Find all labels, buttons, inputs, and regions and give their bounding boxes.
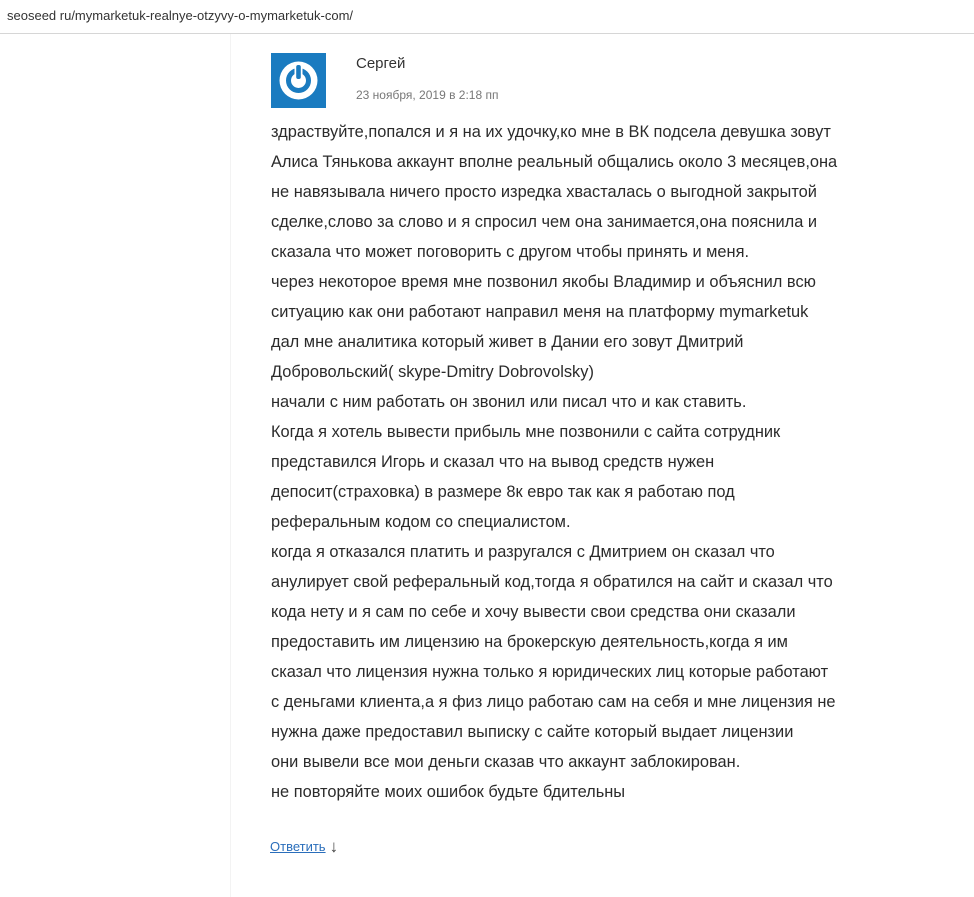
comment-line: не повторяйте моих ошибок будьте бдительны: [271, 783, 626, 801]
reply-area: [270, 836, 338, 856]
comment-line: когда я отказался платить и разругался с Дмитрием он сказал что: [271, 543, 775, 561]
power-icon: [271, 53, 326, 108]
comment-line: дал мне аналитика который живет в Дании его зовут Дмитрий: [271, 333, 744, 351]
comment-line: через некоторое время мне позвонил якобы Владимир и объяснил всю: [271, 273, 816, 291]
comment-line: начали с ним работать он звонил или писал что и как ставить.: [271, 393, 747, 411]
arrow-down-icon: ↓: [329, 837, 339, 856]
comment-line: сделке,слово за слово и я спросил чем она занимается,она пояснила и: [271, 213, 818, 231]
comment-author: Сергей: [356, 55, 406, 72]
comment-line: реферальным кодом со специалистом.: [271, 513, 571, 531]
comment-line: Добровольский( skype-Dmitry Dobrovolsky): [271, 363, 594, 381]
comment-line: представился Игорь и сказал что на вывод средств нужен: [271, 453, 715, 471]
comment-line: они вывели все мои деньги сказав что аккаунт заблокирован.: [271, 753, 741, 771]
address-bar[interactable]: [0, 0, 974, 34]
comment-line: анулирует свой реферальный код,тогда я обратился на сайт и сказал что: [271, 573, 833, 591]
comment-body: [271, 117, 961, 807]
comment-line: Алиса Тянькова аккаунт вполне реальный общались около 3 месяцев,она: [271, 153, 838, 171]
comment-line: ситуацию как они работают направил меня на платформу mymarketuk: [271, 303, 809, 321]
comment-line: здраствуйте,попался и я на их удочку,ко мне в ВК подсела девушка зовут: [271, 123, 831, 141]
comment-line: не навязывала ничего просто изредка хвасталась о выгодной закрытой: [271, 183, 817, 201]
comment-line: сказал что лицензия нужна только я юридических лиц которые работают: [271, 663, 829, 681]
comment-line: с деньгами клиента,а я физ лицо работаю сам на себя и мне лицензия не: [271, 693, 836, 711]
comment-line: депосит(страховка) в размере 8к евро так как я работаю под: [271, 483, 735, 501]
comment-line: предоставить им лицензию на брокерскую деятельность,когда я им: [271, 633, 788, 651]
comment-line: Когда я хотель вывести прибыль мне позвонили с сайта сотрудник: [271, 423, 781, 441]
comment-date: 23 ноября, 2019 в 2:18 пп: [356, 88, 499, 102]
url-text[interactable]: seoseed ru/mymarketuk-realnye-otzyvy-o-mymarketuk-com/: [7, 8, 354, 23]
comment-line: кода нету и я сам по себе и хочу вывести свои средства они сказали: [271, 603, 796, 621]
avatar: [271, 53, 326, 108]
comment-line: нужна даже предоставил выписку с сайте который выдает лицензии: [271, 723, 794, 741]
reply-link[interactable]: Ответить: [270, 839, 326, 854]
comment-line: сказала что может поговорить с другом чтобы принять и меня.: [271, 243, 750, 261]
